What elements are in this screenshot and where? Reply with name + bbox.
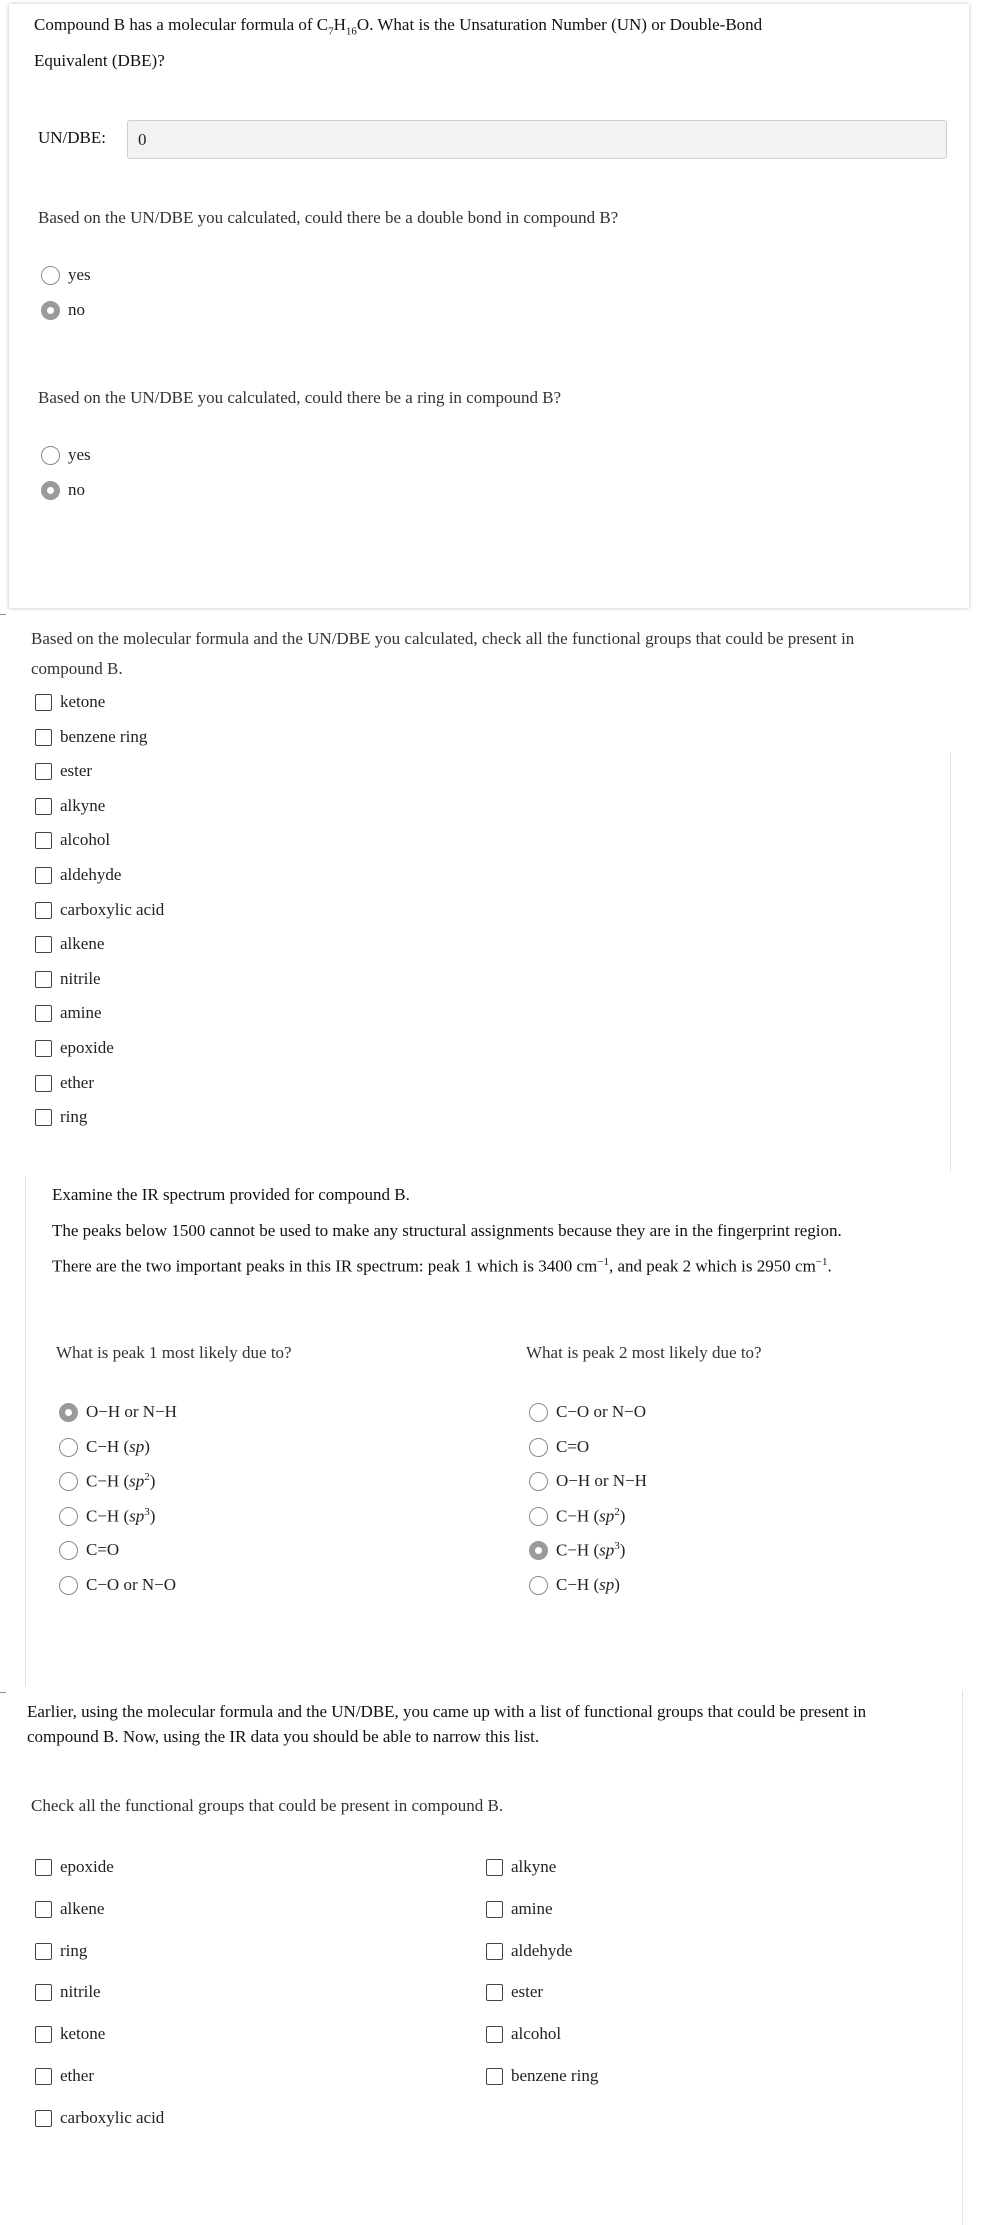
group-ether-checkbox[interactable] [35,1075,52,1092]
double-bond-yes-radio[interactable] [41,266,60,285]
peak1-co-no-radio[interactable] [59,1576,78,1595]
double-bond-no-radio[interactable] [41,301,60,320]
narrow-ester-checkbox[interactable] [486,1984,503,2001]
group-ketone-checkbox[interactable] [35,694,52,711]
group-nitrile-label: nitrile [60,968,101,988]
narrow-alkyne-checkbox[interactable] [486,1859,503,1876]
narrowed-groups-section [0,1690,987,2225]
group-ester-label: ester [60,761,93,781]
group-carboxylic-acid-checkbox[interactable] [35,902,52,919]
narrow-benzene-ring-checkbox[interactable] [486,2068,503,2085]
narrow-amine-checkbox[interactable] [486,1901,503,1918]
peak1-co-no-label: C−O or N−O [86,1575,177,1594]
section-marker-2 [0,1692,6,1693]
group-epoxide-label: epoxide [60,1038,114,1057]
peak2-co-no-label: C−O or N−O [556,1402,647,1421]
double-bond-yes-label: yes [68,265,91,284]
peak2-ch-sp3-radio[interactable] [529,1541,548,1560]
peak1-oh-nh-label: O−H or N−H [86,1402,177,1421]
peak2-co-label: C=O [556,1437,590,1456]
narrow-question: Check all the functional groups that could be present in compound B. [31,1796,504,1815]
narrow-alkene-label: alkene [60,1898,105,1918]
narrow-aldehyde-label: aldehyde [511,1940,573,1960]
peak2-oh-nh-radio[interactable] [529,1472,548,1491]
peaks-description: There are the two important peaks in this IR spectrum: peak 1 which is 3400 $cm^{-1}$, and peak 2 which is 2950 $cm^{-1}$. [52,1256,832,1276]
narrow-amine-label: amine [511,1898,553,1918]
group-aldehyde-label: aldehyde [60,865,122,884]
narrow-alkyne-label: alkyne [511,1857,557,1876]
ir-intro-line: Examine the IR spectrum provided for compound B. [52,1185,410,1204]
section-edge-right [962,1690,963,2225]
un-dbe-input[interactable] [127,120,947,159]
peak2-ch-sp-label: C−H (sp) [556,1575,620,1594]
narrow-ketone-checkbox[interactable] [35,2026,52,2043]
peak2-ch-sp2-radio[interactable] [529,1507,548,1526]
narrow-ester-label: ester [511,1982,544,2002]
group-amine-checkbox[interactable] [35,1005,52,1022]
ring-question: Based on the UN/DBE you calculated, could there be a ring in compound B? [38,388,562,407]
group-nitrile-checkbox[interactable] [35,971,52,988]
unsaturation-question-card [9,4,969,608]
groups-prompt: Based on the molecular formula and the UN/DBE you calculated, check all the functional groups that could be present in compound B. [31,629,855,678]
ring-yes-radio[interactable] [41,446,60,465]
fingerprint-note: The peaks below 1500 cannot be used to make any structural assignments because they are in the fingerprint region. [52,1221,842,1240]
peak1-co-label: C=O [86,1540,120,1559]
ir-spectrum-section [0,1176,987,1686]
peak1-co-radio[interactable] [59,1541,78,1560]
section-marker [0,614,6,615]
peak2-co-radio[interactable] [529,1438,548,1457]
group-ring-checkbox[interactable] [35,1109,52,1126]
peak2-co-no-radio[interactable] [529,1403,548,1422]
narrow-nitrile-checkbox[interactable] [35,1984,52,2001]
narrow-ketone-label: ketone [60,2024,106,2044]
peak1-ch-sp2-label: C−H $(sp^2)$ [86,1471,156,1491]
un-dbe-label: UN/DBE: [38,128,106,147]
peak1-ch-sp-radio[interactable] [59,1438,78,1457]
double-bond-question: Based on the UN/DBE you calculated, could there be a double bond in compound B? [38,208,619,227]
group-alcohol-label: alcohol [60,830,111,850]
narrow-nitrile-label: nitrile [60,1982,101,2002]
peak1-ch-sp2-radio[interactable] [59,1472,78,1491]
peak2-ch-sp3-label: C−H $(sp^3)$ [556,1540,626,1560]
peak2-question: What is peak 2 most likely due to? [526,1343,762,1362]
group-carboxylic-acid-label: carboxylic acid [60,899,165,919]
functional-groups-section [0,612,987,1172]
narrow-prompt: Earlier, using the molecular formula and the UN/DBE, you came up with a list of functional groups that could be present in compound B. Now, using the IR data you should be able to narrow this list. [27,1702,867,1746]
ring-no-radio[interactable] [41,481,60,500]
peak1-question: What is peak 1 most likely due to? [56,1343,292,1362]
narrow-ring-label: ring [60,1940,88,1960]
peak1-ch-sp3-label: C−H $(sp^3)$ [86,1506,156,1526]
group-benzene-ring-label: benzene ring [60,726,148,746]
ring-no-label: no [68,480,85,499]
narrow-epoxide-label: epoxide [60,1857,114,1876]
group-alkene-checkbox[interactable] [35,936,52,953]
narrow-ether-label: ether [60,2066,94,2085]
narrow-ether-checkbox[interactable] [35,2068,52,2085]
group-ketone-label: ketone [60,692,106,711]
peak1-ch-sp-label: C−H (sp) [86,1437,150,1456]
peak1-ch-sp3-radio[interactable] [59,1507,78,1526]
group-aldehyde-checkbox[interactable] [35,867,52,884]
section-edge [950,752,951,1172]
group-ether-label: ether [60,1072,94,1092]
narrow-carboxylic-acid-label: carboxylic acid [60,2107,165,2127]
section-edge-left [25,1176,26,1686]
narrow-epoxide-checkbox[interactable] [35,1859,52,1876]
double-bond-no-label: no [68,300,85,319]
narrow-alcohol-checkbox[interactable] [486,2026,503,2043]
ring-yes-label: yes [68,445,91,464]
group-ester-checkbox[interactable] [35,763,52,780]
group-alkyne-label: alkyne [60,795,106,815]
narrow-carboxylic-acid-checkbox[interactable] [35,2110,52,2127]
peak2-ch-sp2-label: C−H $(sp^2)$ [556,1506,626,1526]
narrow-alcohol-label: alcohol [511,2024,562,2044]
dbe-prompt: Compound B has a molecular formula of $C_7H_{16}O$. What is the Unsaturation Number (UN) or Double-Bond Equivalent (DBE)? [34,15,763,71]
group-amine-label: amine [60,1003,102,1023]
peak2-ch-sp-radio[interactable] [529,1576,548,1595]
peak1-oh-nh-radio[interactable] [59,1403,78,1422]
narrow-ring-checkbox[interactable] [35,1943,52,1960]
narrow-benzene-ring-label: benzene ring [511,2066,599,2085]
group-alkyne-checkbox[interactable] [35,798,52,815]
group-alcohol-checkbox[interactable] [35,832,52,849]
narrow-aldehyde-checkbox[interactable] [486,1943,503,1960]
narrow-alkene-checkbox[interactable] [35,1901,52,1918]
group-alkene-label: alkene [60,934,105,954]
group-epoxide-checkbox[interactable] [35,1040,52,1057]
peak2-oh-nh-label: O−H or N−H [556,1471,647,1490]
group-benzene-ring-checkbox[interactable] [35,729,52,746]
group-ring-label: ring [60,1107,88,1127]
